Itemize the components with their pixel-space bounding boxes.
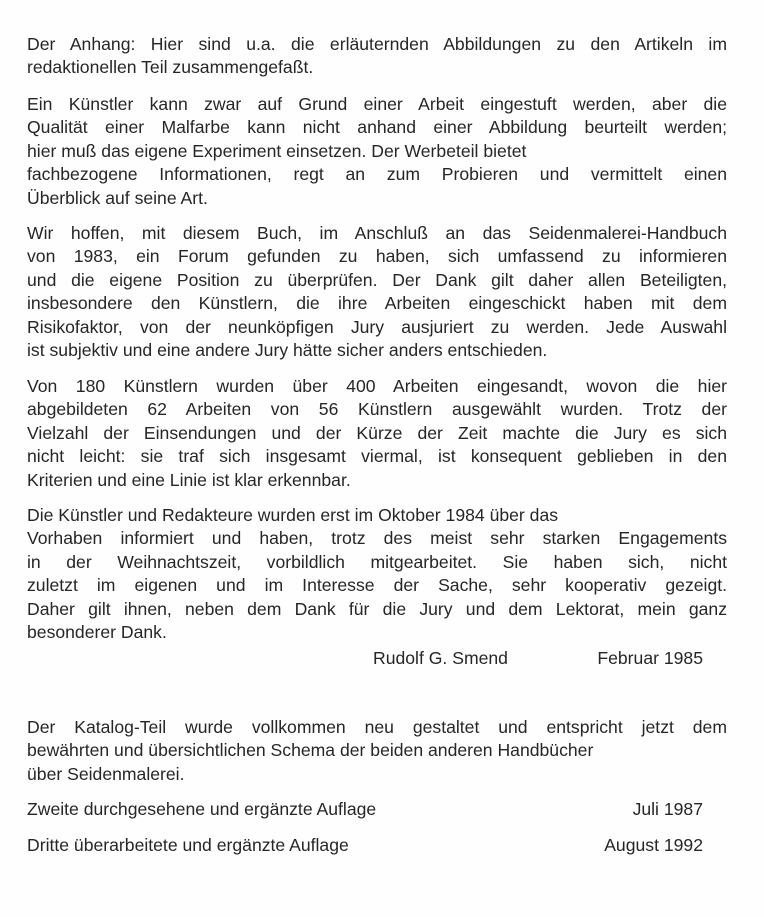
text-line: über Seidenmalerei. — [27, 763, 185, 784]
text-line: Ein Künstler kann zwar auf Grund einer Arbeit eingestuft werden, aber die — [27, 94, 727, 114]
text-line: von 1983, ein Forum gefunden zu haben, sich umfassend zu informieren — [27, 246, 727, 267]
text-line: Der Anhang: Hier sind u.a. die erläuternden Abbildungen zu den Artikeln im — [27, 34, 727, 54]
text-line: Qualität einer Malfarbe kann nicht anhand einer Abbildung beurteilt werden; — [27, 117, 727, 138]
edition-date: Juli 1987 — [632, 799, 703, 819]
text-line: Wir hoffen, mit diesem Buch, im Anschluß an das Seidenmalerei-Handbuch — [27, 223, 727, 243]
paragraph-advertising — [27, 93, 727, 210]
text-line: ist subjektiv und eine andere Jury hätte sicher anders entschieden. — [27, 340, 548, 361]
text-line: insbesondere den Künstlern, die ihre Arbeiten eingeschickt haben mit dem — [27, 293, 727, 314]
paragraph-submissions — [27, 375, 727, 492]
signature-name: Rudolf G. Smend — [373, 648, 508, 668]
text-line: Von 180 Künstlern wurden über 400 Arbeiten eingesandt, wovon die hier — [27, 376, 727, 396]
paragraph-thanks — [27, 504, 727, 644]
text-line: abgebildeten 62 Arbeiten von 56 Künstlern ausgewählt wurden. Trotz der — [27, 399, 727, 420]
text-line: Risikofaktor, von der neunköpfigen Jury ausjuriert zu werden. Jede Auswahl — [27, 316, 727, 337]
text-line: fachbezogene Informationen, regt an zum Probieren und vermittelt einen — [27, 164, 727, 185]
text-line: bewährten und übersichtlichen Schema der beiden anderen Handbücher — [27, 740, 594, 761]
edition-date: August 1992 — [604, 835, 703, 855]
text-line: und die eigene Position zu überprüfen. Der Dank gilt daher allen Beteiligten, — [27, 269, 727, 290]
text-line: Daher gilt ihnen, neben dem Dank für die Jury und dem Lektorat, mein ganz — [27, 598, 727, 619]
paragraph-catalog-note — [27, 716, 727, 786]
text-line: redaktionellen Teil zusammengefaßt. — [27, 57, 314, 78]
text-line: nicht leicht: sie traf sich insgesamt viermal, ist konsequent geblieben in den — [27, 446, 727, 467]
text-line: Vielzahl der Einsendungen und der Kürze der Zeit machte die Jury es sich — [27, 422, 727, 443]
text-line: in der Weihnachtszeit, vorbildlich mitgearbeitet. Sie haben sich, nicht — [27, 551, 727, 572]
text-line: Überblick auf seine Art. — [27, 187, 208, 208]
text-line: Der Katalog-Teil wurde vollkommen neu gestaltet und entspricht jetzt dem — [27, 717, 727, 737]
edition-label: Zweite durchgesehene und ergänzte Auflage — [27, 799, 377, 819]
paragraph-hopes — [27, 222, 727, 362]
edition-label: Dritte überarbeitete und ergänzte Auflage — [27, 835, 349, 855]
text-line: hier muß das eigene Experiment einsetzen. Der Werbeteil bietet — [27, 140, 527, 161]
text-line: besonderer Dank. — [27, 622, 167, 643]
paragraph-appendix — [27, 33, 727, 80]
text-line: Vorhaben informiert und haben, trotz des meist sehr starken Engagements — [27, 528, 727, 549]
signature-date: Februar 1985 — [597, 648, 703, 668]
text-line: Kriterien und eine Linie ist klar erkennbar. — [27, 469, 351, 490]
text-line: zuletzt im eigenen und im Interesse der Sache, sehr kooperativ gezeigt. — [27, 575, 727, 596]
text-line: Die Künstler und Redakteure wurden erst im Oktober 1984 über das — [27, 505, 559, 525]
